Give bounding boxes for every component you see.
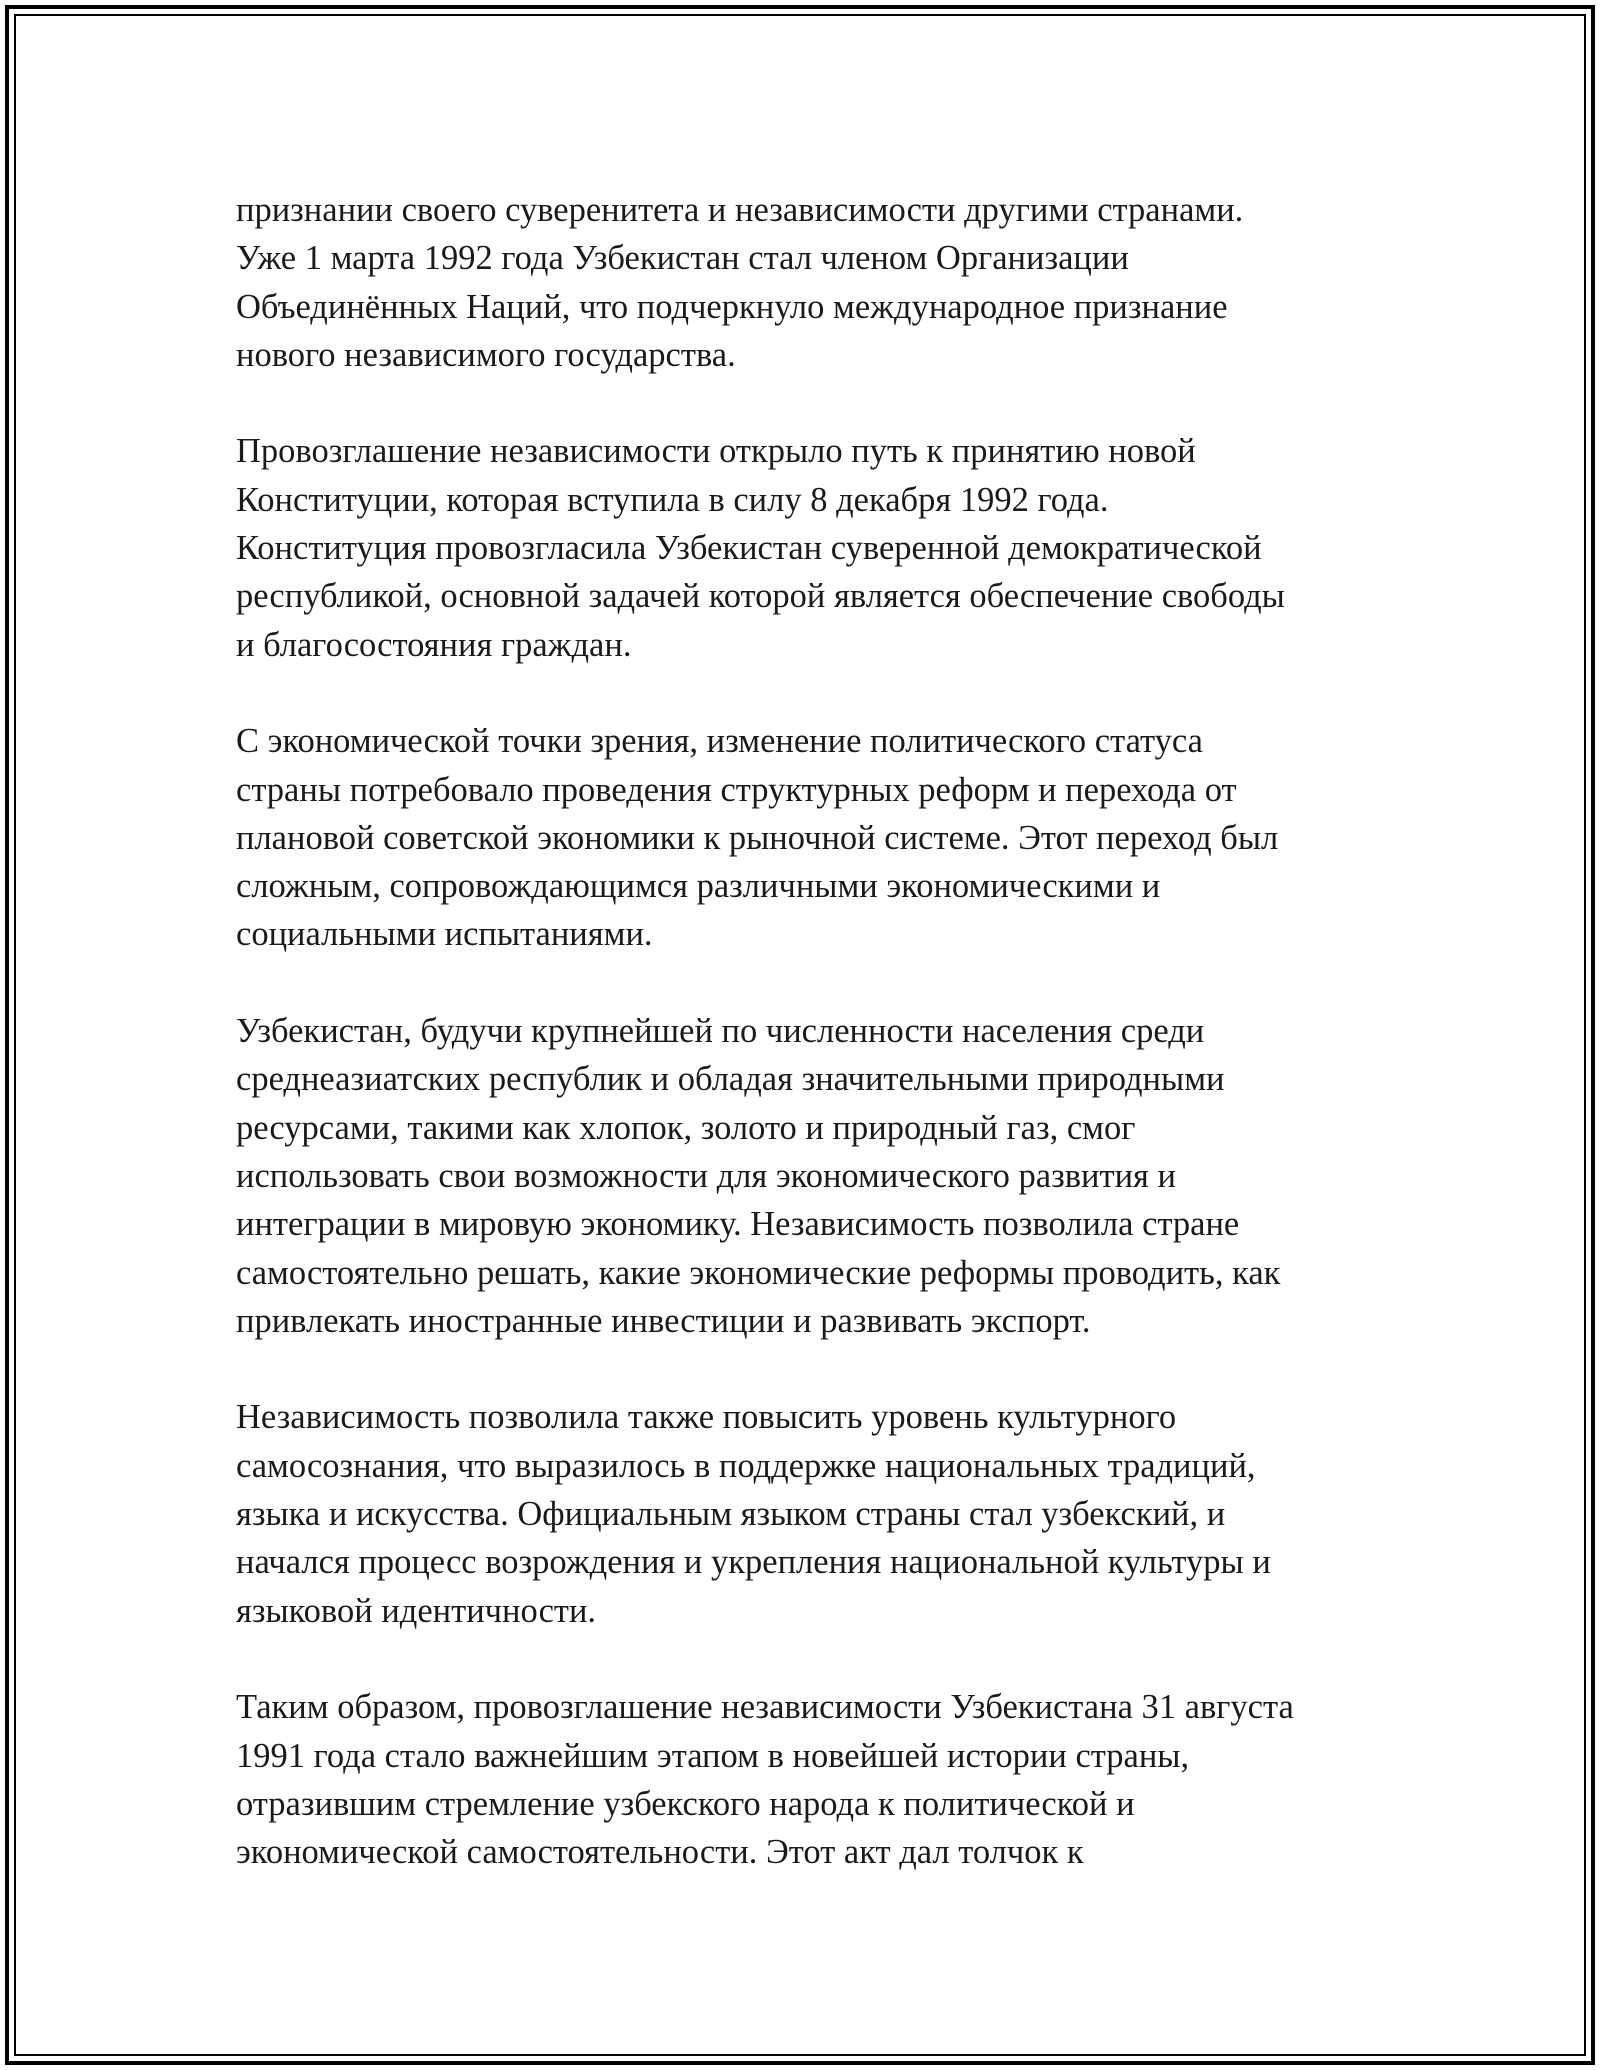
document-body xyxy=(236,186,1386,1925)
text-line: С экономической точки зрения, изменение политического статуса xyxy=(236,722,1203,761)
paragraph xyxy=(236,427,1386,668)
text-line: использовать свои возможности для экономического развития и xyxy=(236,1156,1176,1195)
text-line: нового независимого государства. xyxy=(236,335,736,374)
text-line: самостоятельно решать, какие экономические реформы проводить, как xyxy=(236,1253,1281,1292)
text-line: начался процесс возрождения и укрепления национальной культуры и xyxy=(236,1543,1271,1582)
paragraph xyxy=(236,1683,1386,1876)
text-line: страны потребовало проведения структурных реформ и перехода от xyxy=(236,770,1237,809)
text-line: сложным, сопровождающимся различными экономическими и xyxy=(236,867,1161,906)
paragraph xyxy=(236,186,1386,379)
paragraph xyxy=(236,1393,1386,1634)
text-line: языка и искусства. Официальным языком страны стал узбекский, и xyxy=(236,1495,1226,1534)
text-line: 1991 года стало важнейшим этапом в новейшей истории страны, xyxy=(236,1736,1190,1775)
text-line: самосознания, что выразилось в поддержке национальных традиций, xyxy=(236,1446,1256,1485)
text-line: Независимость позволила также повысить уровень культурного xyxy=(236,1398,1177,1437)
text-line: среднеазиатских республик и обладая значительными природными xyxy=(236,1060,1225,1099)
text-line: ресурсами, такими как хлопок, золото и природный газ, смог xyxy=(236,1108,1136,1147)
text-line: Таким образом, провозглашение независимости Узбекистана 31 августа xyxy=(236,1688,1294,1727)
text-line: признании своего суверенитета и независимости другими странами. xyxy=(236,191,1244,229)
text-line: Провозглашение независимости открыло путь к принятию новой xyxy=(236,432,1196,471)
paragraph xyxy=(236,1007,1386,1345)
text-line: привлекать иностранные инвестиции и развивать экспорт. xyxy=(236,1301,1091,1340)
paragraph xyxy=(236,717,1386,958)
text-line: плановой советской экономики к рыночной системе. Этот переход был xyxy=(236,818,1279,857)
text-line: Узбекистан, будучи крупнейшей по численности населения среди xyxy=(236,1012,1205,1051)
text-line: интеграции в мировую экономику. Независимость позволила стране xyxy=(236,1205,1240,1244)
text-line: Конституции, которая вступила в силу 8 декабря 1992 года. xyxy=(236,480,1109,519)
text-line: республикой, основной задачей которой является обеспечение свободы xyxy=(236,577,1285,616)
text-line: и благосостояния граждан. xyxy=(236,625,632,664)
text-line: Объединённых Наций, что подчеркнуло международное признание xyxy=(236,287,1228,326)
text-line: языковой идентичности. xyxy=(236,1591,597,1630)
text-line: социальными испытаниями. xyxy=(236,915,653,954)
text-line: Уже 1 марта 1992 года Узбекистан стал членом Организации xyxy=(236,239,1129,278)
text-line: экономической самостоятельности. Этот акт дал толчок к xyxy=(236,1833,1084,1872)
text-line: Конституция провозгласила Узбекистан суверенной демократической xyxy=(236,529,1262,568)
text-line: отразившим стремление узбекского народа к политической и xyxy=(236,1784,1135,1823)
